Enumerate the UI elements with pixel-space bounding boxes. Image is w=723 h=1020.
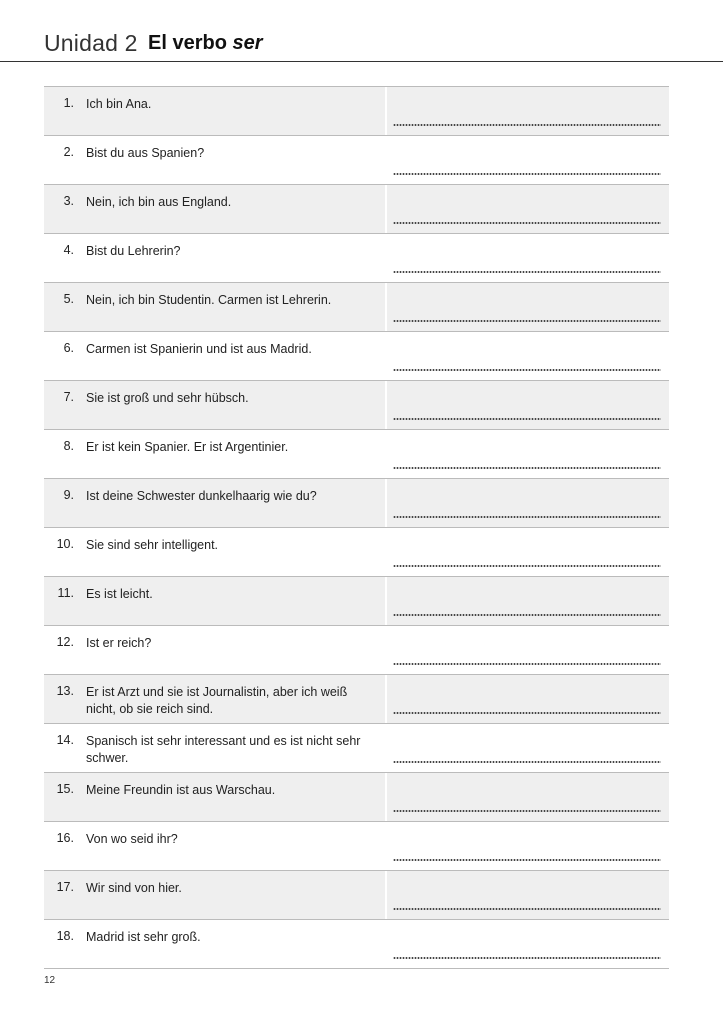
exercise-row [44,920,669,969]
answer-line[interactable] [393,124,661,126]
exercise-sentence: Spanisch ist sehr interessant und es ist nicht sehr schwer. [86,734,361,765]
column-divider [385,675,387,723]
column-divider [385,528,387,576]
exercise-row [44,136,669,185]
exercise-number: 4. [63,243,74,257]
exercise-number: 16. [56,831,74,845]
exercise-sentence: Madrid ist sehr groß. [86,930,201,944]
page-header [0,0,723,62]
exercise-number: 14. [56,733,74,747]
exercise-sentence: Ist er reich? [86,636,152,650]
page-title [148,32,263,55]
exercise-number: 3. [63,194,74,208]
answer-line[interactable] [393,222,661,224]
exercise-sentence: Von wo seid ihr? [86,832,178,846]
exercise-row [44,381,669,430]
column-divider [385,87,387,135]
column-divider [385,871,387,919]
answer-line[interactable] [393,908,661,910]
exercise-row [44,675,669,724]
exercise-sentence: Sie ist groß und sehr hübsch. [86,391,249,405]
answer-line[interactable] [393,418,661,420]
answer-line[interactable] [393,614,661,616]
exercise-number: 5. [63,292,74,306]
exercise-sentence: Bist du aus Spanien? [86,146,205,160]
answer-line[interactable] [393,859,661,861]
exercise-sentence: Carmen ist Spanierin und ist aus Madrid. [86,342,312,356]
exercise-row [44,185,669,234]
column-divider [385,577,387,625]
column-divider [385,234,387,282]
exercise-number: 6. [63,341,74,355]
title-main: El verbo [148,32,227,54]
exercise-row [44,724,669,773]
column-divider [385,773,387,821]
column-divider [385,920,387,968]
answer-line[interactable] [393,271,661,273]
exercise-number: 15. [56,782,74,796]
exercise-row [44,332,669,381]
unit-label: Unidad 2 [44,30,138,56]
column-divider [385,136,387,184]
title-italic: ser [232,32,263,54]
exercise-sentence: Es ist leicht. [86,587,153,601]
answer-line[interactable] [393,810,661,812]
exercise-table [44,86,669,969]
exercise-row [44,626,669,675]
column-divider [385,283,387,331]
exercise-row [44,87,669,136]
answer-line[interactable] [393,761,661,763]
answer-line[interactable] [393,369,661,371]
exercise-row [44,234,669,283]
exercise-number: 17. [56,880,74,894]
column-divider [385,430,387,478]
exercise-row [44,871,669,920]
answer-line[interactable] [393,565,661,567]
exercise-number: 9. [63,488,74,502]
answer-line[interactable] [393,957,661,959]
answer-line[interactable] [393,663,661,665]
answer-line[interactable] [393,467,661,469]
exercise-sentence: Ist deine Schwester dunkelhaarig wie du? [86,489,317,503]
exercise-row [44,479,669,528]
exercise-row [44,528,669,577]
exercise-row [44,430,669,479]
exercise-sentence: Meine Freundin ist aus Warschau. [86,783,276,797]
exercise-number: 12. [56,635,74,649]
column-divider [385,626,387,674]
exercise-row [44,283,669,332]
exercise-row [44,577,669,626]
exercise-sentence: Nein, ich bin aus England. [86,195,232,209]
answer-line[interactable] [393,173,661,175]
exercise-number: 7. [63,390,74,404]
exercise-row [44,822,669,871]
exercise-number: 2. [63,145,74,159]
column-divider [385,479,387,527]
exercise-sentence: Ich bin Ana. [86,97,152,111]
column-divider [385,332,387,380]
exercise-sentence: Wir sind von hier. [86,881,182,895]
exercise-number: 8. [63,439,74,453]
answer-line[interactable] [393,516,661,518]
exercise-number: 13. [56,684,74,698]
column-divider [385,822,387,870]
column-divider [385,381,387,429]
exercise-sentence: Sie sind sehr intelligent. [86,538,219,552]
exercise-sentence: Nein, ich bin Studentin. Carmen ist Lehrerin. [86,293,332,307]
exercise-row [44,773,669,822]
exercise-sentence: Er ist kein Spanier. Er ist Argentinier. [86,440,289,454]
answer-line[interactable] [393,320,661,322]
page-number: 12 [44,975,56,986]
exercise-sentence: Er ist Arzt und sie ist Journalistin, aber ich weiß nicht, ob sie reich sind. [86,685,348,716]
exercise-number: 1. [63,96,74,110]
answer-line[interactable] [393,712,661,714]
exercise-number: 11. [57,586,74,600]
column-divider [385,185,387,233]
exercise-sentence: Bist du Lehrerin? [86,244,181,258]
exercise-number: 10. [56,537,74,551]
exercise-number: 18. [56,929,74,943]
column-divider [385,724,387,772]
